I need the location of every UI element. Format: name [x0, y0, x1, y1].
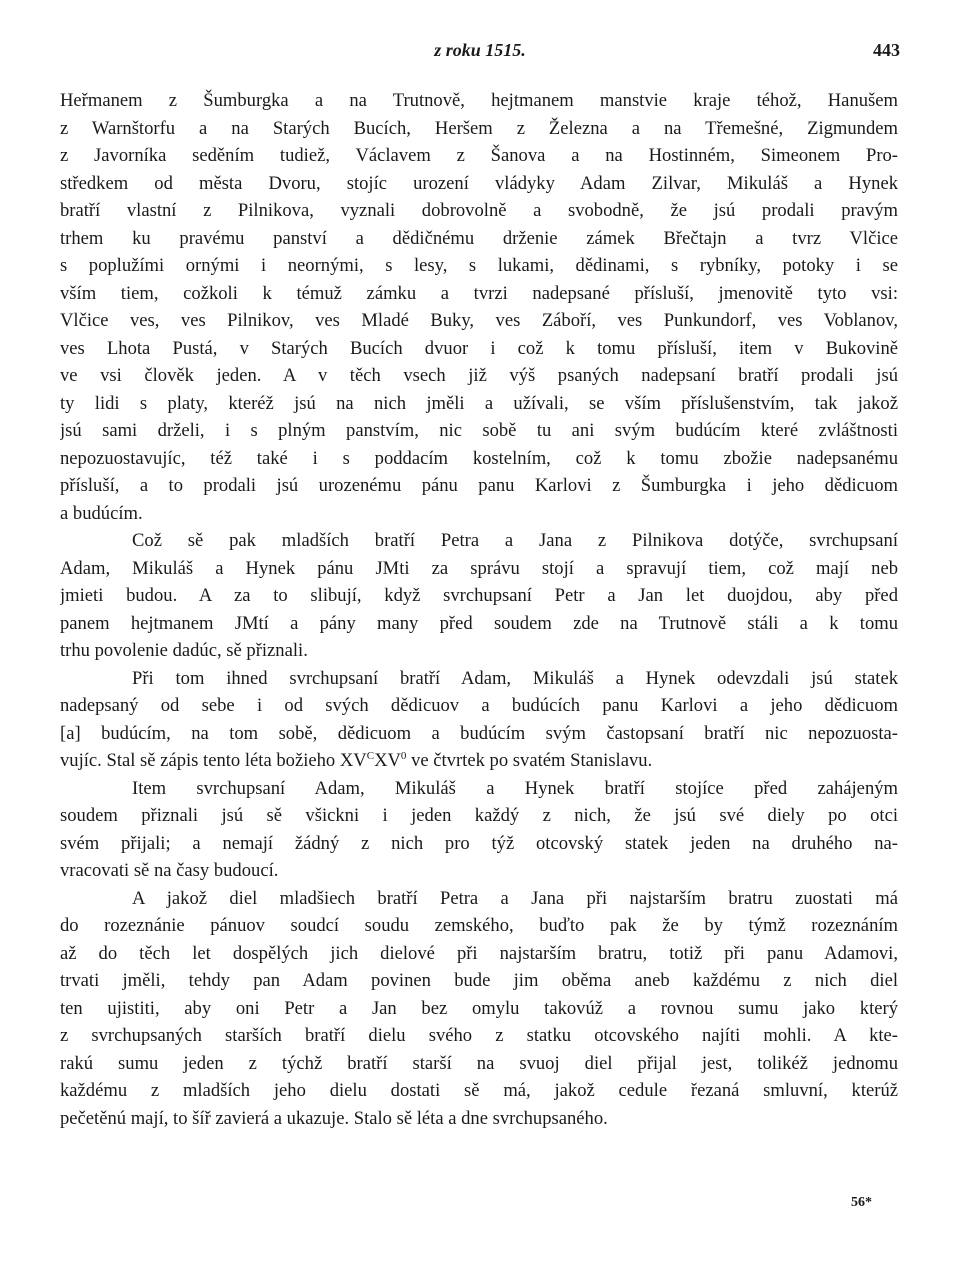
- line-text: Při tom ihned svrchupsaní bratří Adam, Mikuláš a Hynek odevzdali jsú statek: [132, 667, 898, 689]
- superscript: C: [366, 749, 375, 762]
- text-line: [60, 692, 898, 720]
- text-line: [60, 582, 898, 610]
- text-line: [60, 637, 898, 665]
- line-text: ve vsi člověk jeden. A v těch vsech již výš psaných nadepsaní bratří prodali jsú: [60, 365, 898, 386]
- text-line: [60, 527, 898, 555]
- text-line: [60, 720, 898, 748]
- text-line: [60, 417, 898, 445]
- line-text: vracovati sě na časy budoucí.: [60, 860, 279, 881]
- text-line: [60, 142, 898, 170]
- line-text: nadepsaný od sebe i od svých dědicuov a budúcích panu Karlovi a jeho dědicuom: [60, 695, 898, 716]
- line-text: bratří vlastní z Pilnikova, vyznali dobrovolně a svobodně, že jsú prodali pravým: [60, 200, 898, 221]
- text-line: [60, 967, 898, 995]
- text-line: [60, 197, 898, 225]
- line-text: Adam, Mikuláš a Hynek pánu JMti za správu stojí a spravují tiem, což mají neb: [60, 557, 898, 579]
- line-text: jmieti budou. A za to slibují, když svrchupsaní Petr a Jan let duojdou, aby před: [60, 585, 898, 606]
- line-text: a budúcím.: [60, 502, 143, 524]
- text-line: [60, 940, 898, 968]
- line-text: z svrchupsaných starších bratří dielu svého z statku otcovského najíti mohli. A kte-: [60, 1025, 898, 1046]
- text-line: [60, 802, 898, 830]
- text-line: [60, 1022, 898, 1050]
- text-line: [60, 1105, 898, 1133]
- text-line: [60, 995, 898, 1023]
- text-line: [60, 665, 898, 693]
- text-line: [60, 280, 898, 308]
- text-line: [60, 115, 898, 143]
- line-text: Vlčice ves, ves Pilnikov, ves Mladé Buky, ves Záboří, ves Punkundorf, ves Voblanov,: [60, 310, 898, 331]
- line-text: Heřmanem z Šumburgka a na Trutnově, hejtmanem manstvie kraje téhož, Hanušem: [60, 90, 898, 111]
- signature-mark: 56*: [851, 1195, 872, 1210]
- line-text: A jakož diel mladšiech bratří Petra a Jana při najstarším bratru zuostati má: [132, 887, 898, 909]
- line-text: [a] budúcím, na tom sobě, dědicuom a budúcím svým častopsaní bratří nic nepozuosta-: [60, 722, 898, 744]
- text-line: [60, 747, 898, 775]
- line-text: z Javorníka seděním tudiež, Václavem z Šanova a na Hostinném, Simeonem Pro-: [60, 145, 898, 166]
- line-text: vujíc. Stal sě zápis tento léta božieho XV: [60, 750, 367, 771]
- line-text-tail: ve čtvrtek po svatém Stanislavu.: [406, 750, 653, 771]
- text-line: [60, 775, 898, 803]
- page-number: 443: [873, 40, 900, 60]
- line-text: Což sě pak mladších bratří Petra a Jana z Pilnikova dotýče, svrchupsaní: [132, 530, 898, 551]
- text-line: [60, 472, 898, 500]
- text-line: [60, 830, 898, 858]
- body-text: [60, 87, 898, 1132]
- line-text: až do těch let dospělých jich dielové při najstarším bratru, totiž při panu Adamovi,: [60, 942, 898, 964]
- line-text: ten ujistiti, aby oni Petr a Jan bez omylu takovúž a rovnou sumu jako který: [60, 997, 898, 1019]
- text-line: [60, 225, 898, 253]
- line-text: z Warnštorfu a na Starých Bucích, Heršem z Železna a na Třemešné, Zigmundem: [60, 117, 898, 139]
- text-line: [60, 555, 898, 583]
- line-text: trhem ku pravému panství a dědičnému drženie zámek Břečtajn a tvrz Vlčice: [60, 227, 898, 249]
- text-line: [60, 1050, 898, 1078]
- line-text: jsú sami drželi, i s plným panstvím, nic sobě tu ani svým budúcím které zvláštnosti: [60, 420, 898, 441]
- line-text: nepozuostavujíc, též také i s poddacím kostelním, což k tomu zbožie nadepsanému: [60, 447, 898, 469]
- text-line: [60, 445, 898, 473]
- line-text: ty lidi s platy, kteréž jsú na nich jměli a užívali, se vším příslušenstvím, tak jakož: [60, 392, 898, 414]
- line-text: každému z mladších jeho dielu dostati sě má, jakož cedule řezaná smluvní, kterúž: [60, 1080, 898, 1101]
- line-text: rakú sumu jeden z týchž bratří starší na svuoj diel přijal jest, tolikéž jednomu: [60, 1052, 898, 1074]
- text-line: [60, 912, 898, 940]
- line-text: pečetěnú mají, to šíř zavierá a ukazuje. Stalo sě léta a dne svrchupsaného.: [60, 1107, 608, 1129]
- line-text: trvati jměli, tehdy pan Adam povinen bude jim oběma aneb každému z nich diel: [60, 970, 898, 991]
- text-line: [60, 87, 898, 115]
- text-line: [60, 390, 898, 418]
- line-text: ves Lhota Pustá, v Starých Bucích dvuor i což k tomu přísluší, item v Bukovině: [60, 337, 898, 359]
- text-line: [60, 610, 898, 638]
- line-text: přísluší, a to prodali jsú urozenému pánu panu Karlovi z Šumburgka i jeho dědicuom: [60, 475, 898, 496]
- line-text: Item svrchupsaní Adam, Mikuláš a Hynek bratří stojíce před zahájeným: [132, 777, 898, 799]
- text-line: [60, 500, 898, 528]
- text-line: [60, 362, 898, 390]
- page-header: [60, 38, 900, 66]
- superscript: 0: [400, 749, 407, 762]
- line-text: středkem od města Dvoru, stojíc urození vládyky Adam Zilvar, Mikuláš a Hynek: [60, 172, 898, 194]
- text-line: [60, 1077, 898, 1105]
- line-text: vším tiem, cožkoli k témuž zámku a tvrzi nadepsané přísluší, jmenovitě tyto vsi:: [60, 282, 898, 304]
- line-text: do rozeznánie pánuov soudcí soudu zemského, buďto pak že by týmž rozeznáním: [60, 915, 898, 936]
- text-line: [60, 170, 898, 198]
- text-line: [60, 335, 898, 363]
- line-text: panem hejtmanem JMtí a pány many před soudem zde na Trutnově stáli a k tomu: [60, 612, 898, 634]
- line-text: svém přijali; a nemají žádný z nich pro týž otcovský statek jeden na druhého na-: [60, 832, 898, 854]
- running-title: z roku 1515.: [434, 40, 526, 60]
- line-text: soudem přiznali jsú sě všickni i jeden každý z nich, že jsú své diely po otci: [60, 805, 898, 826]
- text-line: [60, 885, 898, 913]
- line-text-mid: XV: [374, 750, 401, 771]
- text-line: [60, 857, 898, 885]
- text-line: [60, 307, 898, 335]
- line-text: s poplužími ornými i neornými, s lesy, s lukami, dědinami, s rybníky, potoky i se: [60, 255, 898, 276]
- line-text: trhu povolenie dadúc, sě přiznali.: [60, 640, 308, 661]
- text-line: [60, 252, 898, 280]
